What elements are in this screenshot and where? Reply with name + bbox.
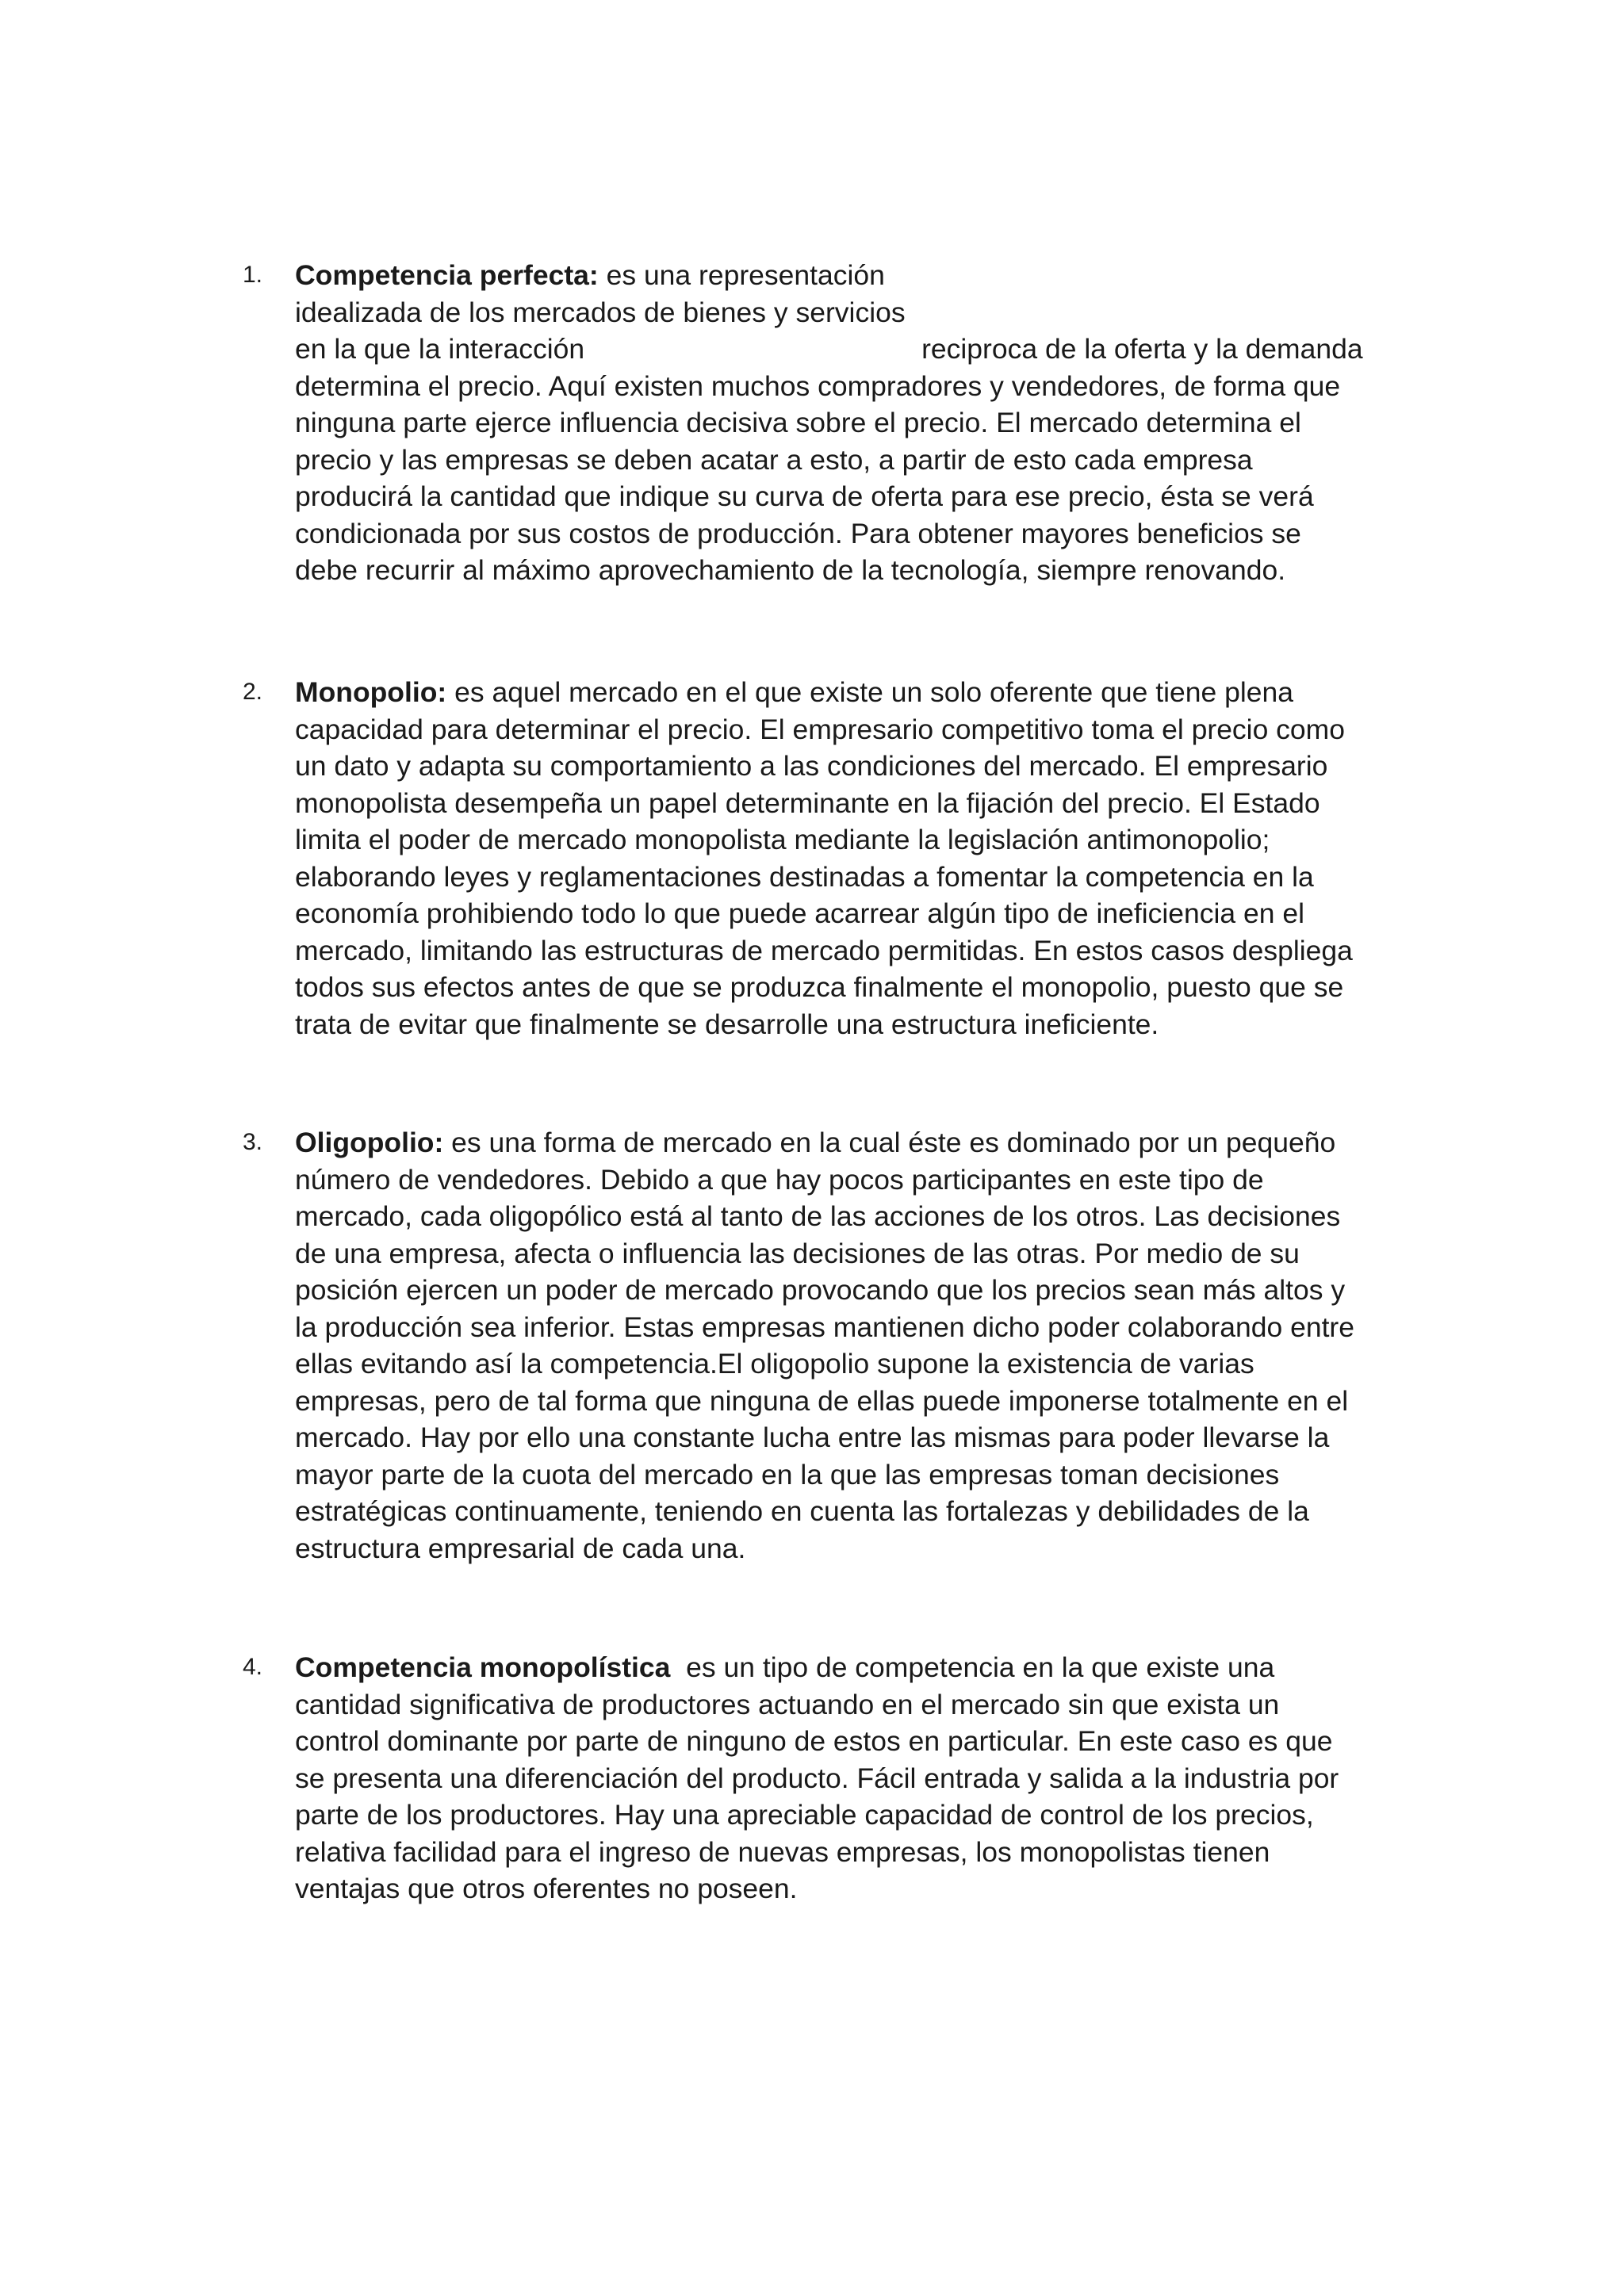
text-line: precio y las empresas se deben acatar a esto, a partir de esto cada empresa [295,443,1253,476]
text-line: economía prohibiendo todo lo que puede acarrear algún tipo de ineficiencia en el [295,897,1304,929]
term-heading: Competencia perfecta: [295,259,599,291]
text-line: Monopolio: es aquel mercado en el que existe un solo oferente que tiene plena [295,676,1293,708]
text-line: se presenta una diferenciación del producto. Fácil entrada y salida a la industria por [295,1762,1339,1794]
text-line: mercado, cada oligopólico está al tanto de las acciones de los otros. Las decisiones [295,1200,1341,1232]
text-line: relativa facilidad para el ingreso de nuevas empresas, los monopolistas tienen [295,1835,1270,1868]
text-line: ninguna parte ejerce influencia decisiva sobre el precio. El mercado determina el [295,407,1301,438]
text-line: idealizada de los mercados de bienes y servicios [295,296,906,328]
paragraph [295,1649,1432,1908]
text-line: empresas, pero de tal forma que ninguna de ellas puede imponerse totalmente en el [295,1384,1349,1417]
text-line: Competencia monopolística es un tipo de competencia en la que existe una [295,1651,1275,1683]
text-line: posición ejercen un poder de mercado provocando que los precios sean más altos y [295,1274,1346,1306]
term-heading: Oligopolio: [295,1127,444,1158]
text-line: cantidad significativa de productores actuando en el mercado sin que exista un [295,1688,1280,1720]
text-line: monopolista desempeña un papel determinante en la fijación del precio. El Estado [295,786,1320,819]
text-line: mayor parte de la cuota del mercado en la que las empresas toman decisiones [295,1458,1280,1490]
text-line: condicionada por sus costos de producción. Para obtener mayores beneficios se [295,517,1301,549]
text-line: Competencia perfecta: es una representación [295,259,885,291]
text-line: debe recurrir al máximo aprovechamiento de la tecnología, siempre renovando. [295,554,1286,586]
text-line: de una empresa, afecta o influencia las decisiones de las otras. Por medio de su [295,1237,1300,1269]
text-line: determina el precio. Aquí existen muchos compradores y vendedores, de forma que [295,369,1341,402]
text-line: mercado. Hay por ello una constante lucha entre las mismas para poder llevarse la [295,1422,1330,1453]
text-line: ventajas que otros oferentes no poseen. [295,1873,798,1904]
list-number: 2. [243,679,263,705]
text-line: la producción sea inferior. Estas empresas mantienen dicho poder colaborando entre [295,1311,1354,1343]
text-line: Oligopolio: es una forma de mercado en la cual éste es dominado por un pequeño [295,1127,1336,1158]
paragraph [295,1124,1432,1567]
text-line: un dato y adapta su comportamiento a las condiciones del mercado. El empresario [295,750,1328,782]
term-heading: Monopolio: [295,676,447,708]
list-number: 4. [243,1654,263,1680]
text-line: parte de los productores. Hay una apreciable capacidad de control de los precios, [295,1799,1314,1831]
term-heading: Competencia monopolística [295,1651,671,1683]
text-line: elaborando leyes y reglamentaciones destinadas a fomentar la competencia en la [295,860,1314,893]
text-line: número de vendedores. Debido a que hay pocos participantes en este tipo de [295,1163,1264,1196]
paragraph [295,257,1432,589]
text-line: en la que la interacción reciproca de la oferta y la demanda [295,333,1363,365]
text-line: estructura empresarial de cada una. [295,1532,746,1564]
text-line: limita el poder de mercado monopolista mediante la legislación antimonopolio; [295,824,1270,855]
list-number: 1. [243,262,263,288]
text-line: producirá la cantidad que indique su curva de oferta para ese precio, ésta se verá [295,480,1314,512]
text-line: control dominante por parte de ninguno de estos en particular. En este caso es que [295,1725,1333,1757]
text-line: mercado, limitando las estructuras de mercado permitidas. En estos casos despliega [295,934,1353,966]
text-line: todos sus efectos antes de que se produzca finalmente el monopolio, puesto que se [295,971,1344,1003]
text-line: trata de evitar que finalmente se desarrolle una estructura ineficiente. [295,1008,1159,1040]
text-line: capacidad para determinar el precio. El empresario competitivo toma el precio como [295,713,1345,745]
text-line: estratégicas continuamente, teniendo en cuenta las fortalezas y debilidades de la [295,1495,1309,1527]
paragraph [295,674,1432,1043]
text-line: ellas evitando así la competencia.El oligopolio supone la existencia de varias [295,1348,1254,1380]
list-number: 3. [243,1129,263,1155]
